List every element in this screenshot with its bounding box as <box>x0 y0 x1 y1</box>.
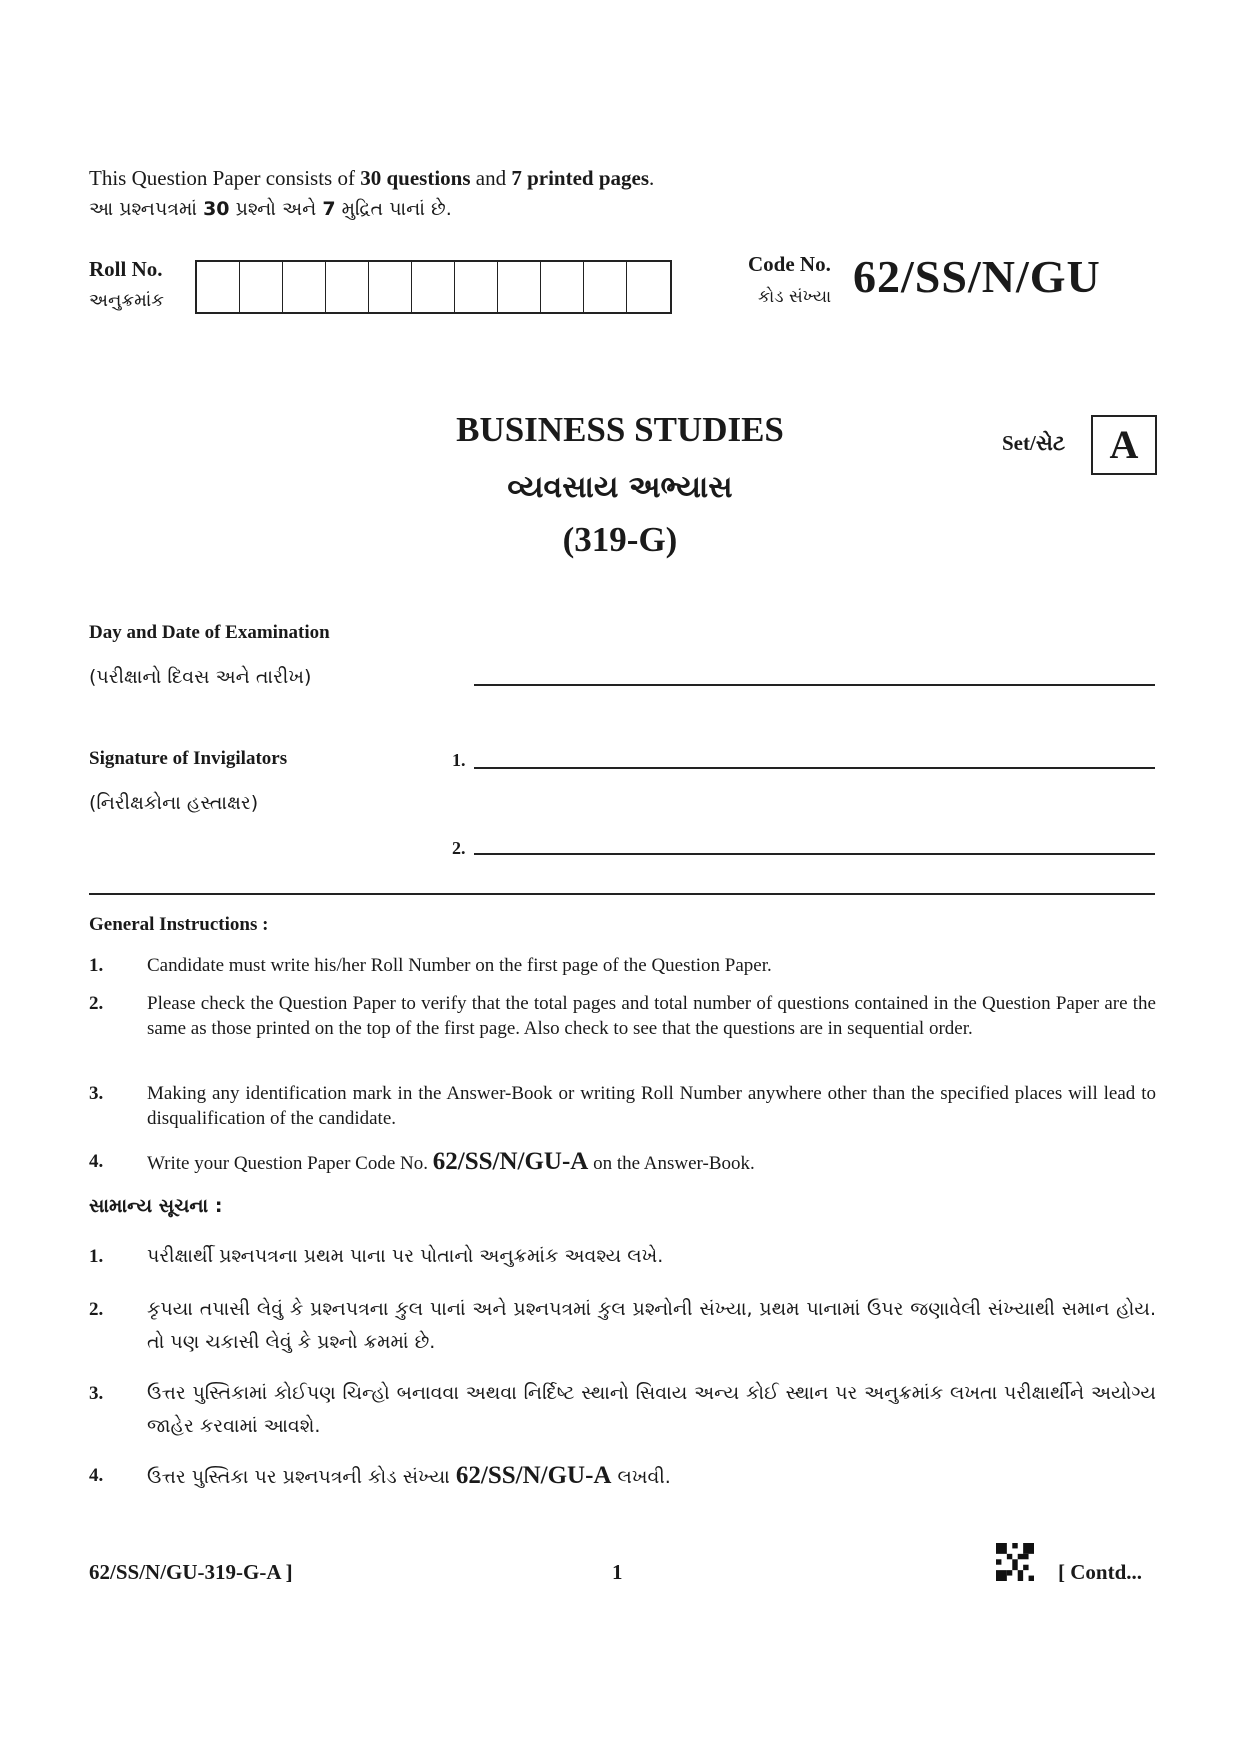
subject-code: (319-G) <box>562 520 678 559</box>
instruction-text-part: લખવી. <box>611 1466 671 1488</box>
instruction-number: 2. <box>89 993 104 1014</box>
instruction-item-gu <box>89 1377 1156 1447</box>
code-label-en: Code No. <box>748 252 831 276</box>
instruction-text: Making any identification mark in the Answer-Book or writing Roll Number anywhere other than the specified places will lead to disqualification of the candidate. <box>147 1083 1156 1129</box>
instruction-text: કૃપયા તપાસી લેવું કે પ્રશ્નપત્રના કુલ પાનાં અને પ્રશ્નપત્રમાં કુલ પ્રશ્નોની સંખ્યા, પ્રથમ પાનામાં ઉપર જણાવેલી સંખ્યાથી સમાન હોય. તો પણ ચકાસી લેવું કે પ્રશ્નો ક્રમમાં છે. <box>147 1298 1156 1353</box>
instruction-item-gu <box>89 1240 1156 1276</box>
instruction-item <box>89 1081 1156 1136</box>
roll-box[interactable] <box>283 262 326 312</box>
instruction-number: 1. <box>89 955 104 976</box>
set-box: A <box>1091 415 1157 475</box>
continued-label: [ Contd... <box>1058 1560 1143 1584</box>
code-number: 62/SS/N/GU <box>853 251 1101 302</box>
instruction-item-gu <box>89 1293 1156 1363</box>
roll-box[interactable] <box>369 262 412 312</box>
gujarati-instructions-heading: સામાન્ય સૂચના : <box>89 1195 223 1217</box>
intro-english <box>89 166 654 191</box>
paper-code: 62/SS/N/GU-A <box>455 1462 612 1489</box>
roll-number-boxes[interactable] <box>195 260 672 314</box>
paper-code: 62/SS/N/GU-A <box>432 1148 589 1175</box>
instruction-text: ઉત્તર પુસ્તિકામાં કોઈપણ ચિન્હો બનાવવા અથવા નિર્દિષ્ટ સ્થાનો સિવાય અન્ય કોઈ સ્થાન પર અનુક્રમાંક લખતા પરીક્ષાર્થીને અયોગ્ય જાહેર કરવામાં આવશે. <box>147 1382 1156 1437</box>
subject-title-gu: વ્યવસાય અભ્યાસ <box>507 470 733 505</box>
page-number: 1 <box>612 1560 623 1584</box>
set-label: Set/સેટ <box>1002 431 1066 455</box>
instruction-text-part: Write your Question Paper Code No. <box>147 1153 433 1174</box>
instruction-number: 3. <box>89 1383 104 1404</box>
date-label-gu: (પરીક્ષાનો દિવસ અને તારીખ) <box>89 666 312 688</box>
roll-box[interactable] <box>541 262 584 312</box>
page-count: 7 printed pages <box>511 166 650 190</box>
instruction-text-part: ઉત્તર પુસ્તિકા પર પ્રશ્નપત્રની કોડ સંખ્યા <box>147 1466 456 1488</box>
instruction-number: 2. <box>89 1299 104 1320</box>
roll-box[interactable] <box>455 262 498 312</box>
intro-text: પ્રશ્નો અને <box>229 198 323 220</box>
instruction-item <box>89 991 1156 1071</box>
intro-gujarati <box>89 198 452 220</box>
intro-text: . <box>649 166 655 190</box>
intro-text: and <box>470 166 512 190</box>
instruction-text-part: on the Answer-Book. <box>588 1153 755 1174</box>
question-count: 30 <box>203 198 230 220</box>
instruction-text <box>147 1459 1156 1494</box>
signature-line-1[interactable] <box>474 767 1155 769</box>
roll-box[interactable] <box>240 262 283 312</box>
page-count: 7 <box>322 198 336 220</box>
footer-paper-code: 62/SS/N/GU-319-G-A ] <box>89 1560 293 1584</box>
question-count: 30 questions <box>360 166 471 190</box>
instruction-text: પરીક્ષાર્થી પ્રશ્નપત્રના પ્રથમ પાના પર પોતાનો અનુક્રમાંક અવશ્ય લખે. <box>147 1245 664 1267</box>
instruction-number: 4. <box>89 1151 104 1172</box>
roll-box[interactable] <box>498 262 541 312</box>
instruction-text <box>147 1149 1156 1176</box>
instruction-number: 4. <box>89 1465 104 1486</box>
instruction-text: Candidate must write his/her Roll Number on the first page of the Question Paper. <box>147 955 772 976</box>
signature-label-gu: (નિરીક્ષકોના હસ્તાક્ષર) <box>89 792 259 814</box>
roll-box[interactable] <box>326 262 369 312</box>
intro-text: મુદ્રિત પાનાં છે. <box>335 198 452 220</box>
intro-text: This Question Paper consists of <box>89 166 361 190</box>
instruction-number: 3. <box>89 1083 104 1104</box>
date-label-en: Day and Date of Examination <box>89 622 330 643</box>
instruction-text: Please check the Question Paper to verify that the total pages and total number of questions contained in the Question Paper are the same as those printed on the top of the first page. Also check to see that the questions are in sequential order. <box>147 993 1156 1039</box>
signature-label-en: Signature of Invigilators <box>89 748 288 769</box>
instruction-item-gu <box>89 1459 1156 1499</box>
signature-line-2[interactable] <box>474 853 1155 855</box>
section-divider <box>89 893 1155 895</box>
roll-label-en: Roll No. <box>89 257 163 281</box>
date-line[interactable] <box>474 684 1155 686</box>
intro-text: આ પ્રશ્નપત્રમાં <box>89 198 204 220</box>
roll-box[interactable] <box>197 262 240 312</box>
roll-box[interactable] <box>627 262 670 312</box>
instruction-number: 1. <box>89 1246 104 1267</box>
signature-number-1: 1. <box>452 750 466 770</box>
code-label-gu: કોડ સંખ્યા <box>758 287 832 307</box>
signature-number-2: 2. <box>452 838 466 858</box>
roll-label-gu: અનુક્રમાંક <box>89 290 164 311</box>
qr-code-icon <box>996 1543 1034 1581</box>
instruction-item <box>89 1149 1156 1181</box>
roll-box[interactable] <box>412 262 455 312</box>
general-instructions-heading: General Instructions : <box>89 914 269 935</box>
subject-title-en: BUSINESS STUDIES <box>456 410 784 449</box>
roll-box[interactable] <box>584 262 627 312</box>
instruction-item <box>89 953 1156 981</box>
